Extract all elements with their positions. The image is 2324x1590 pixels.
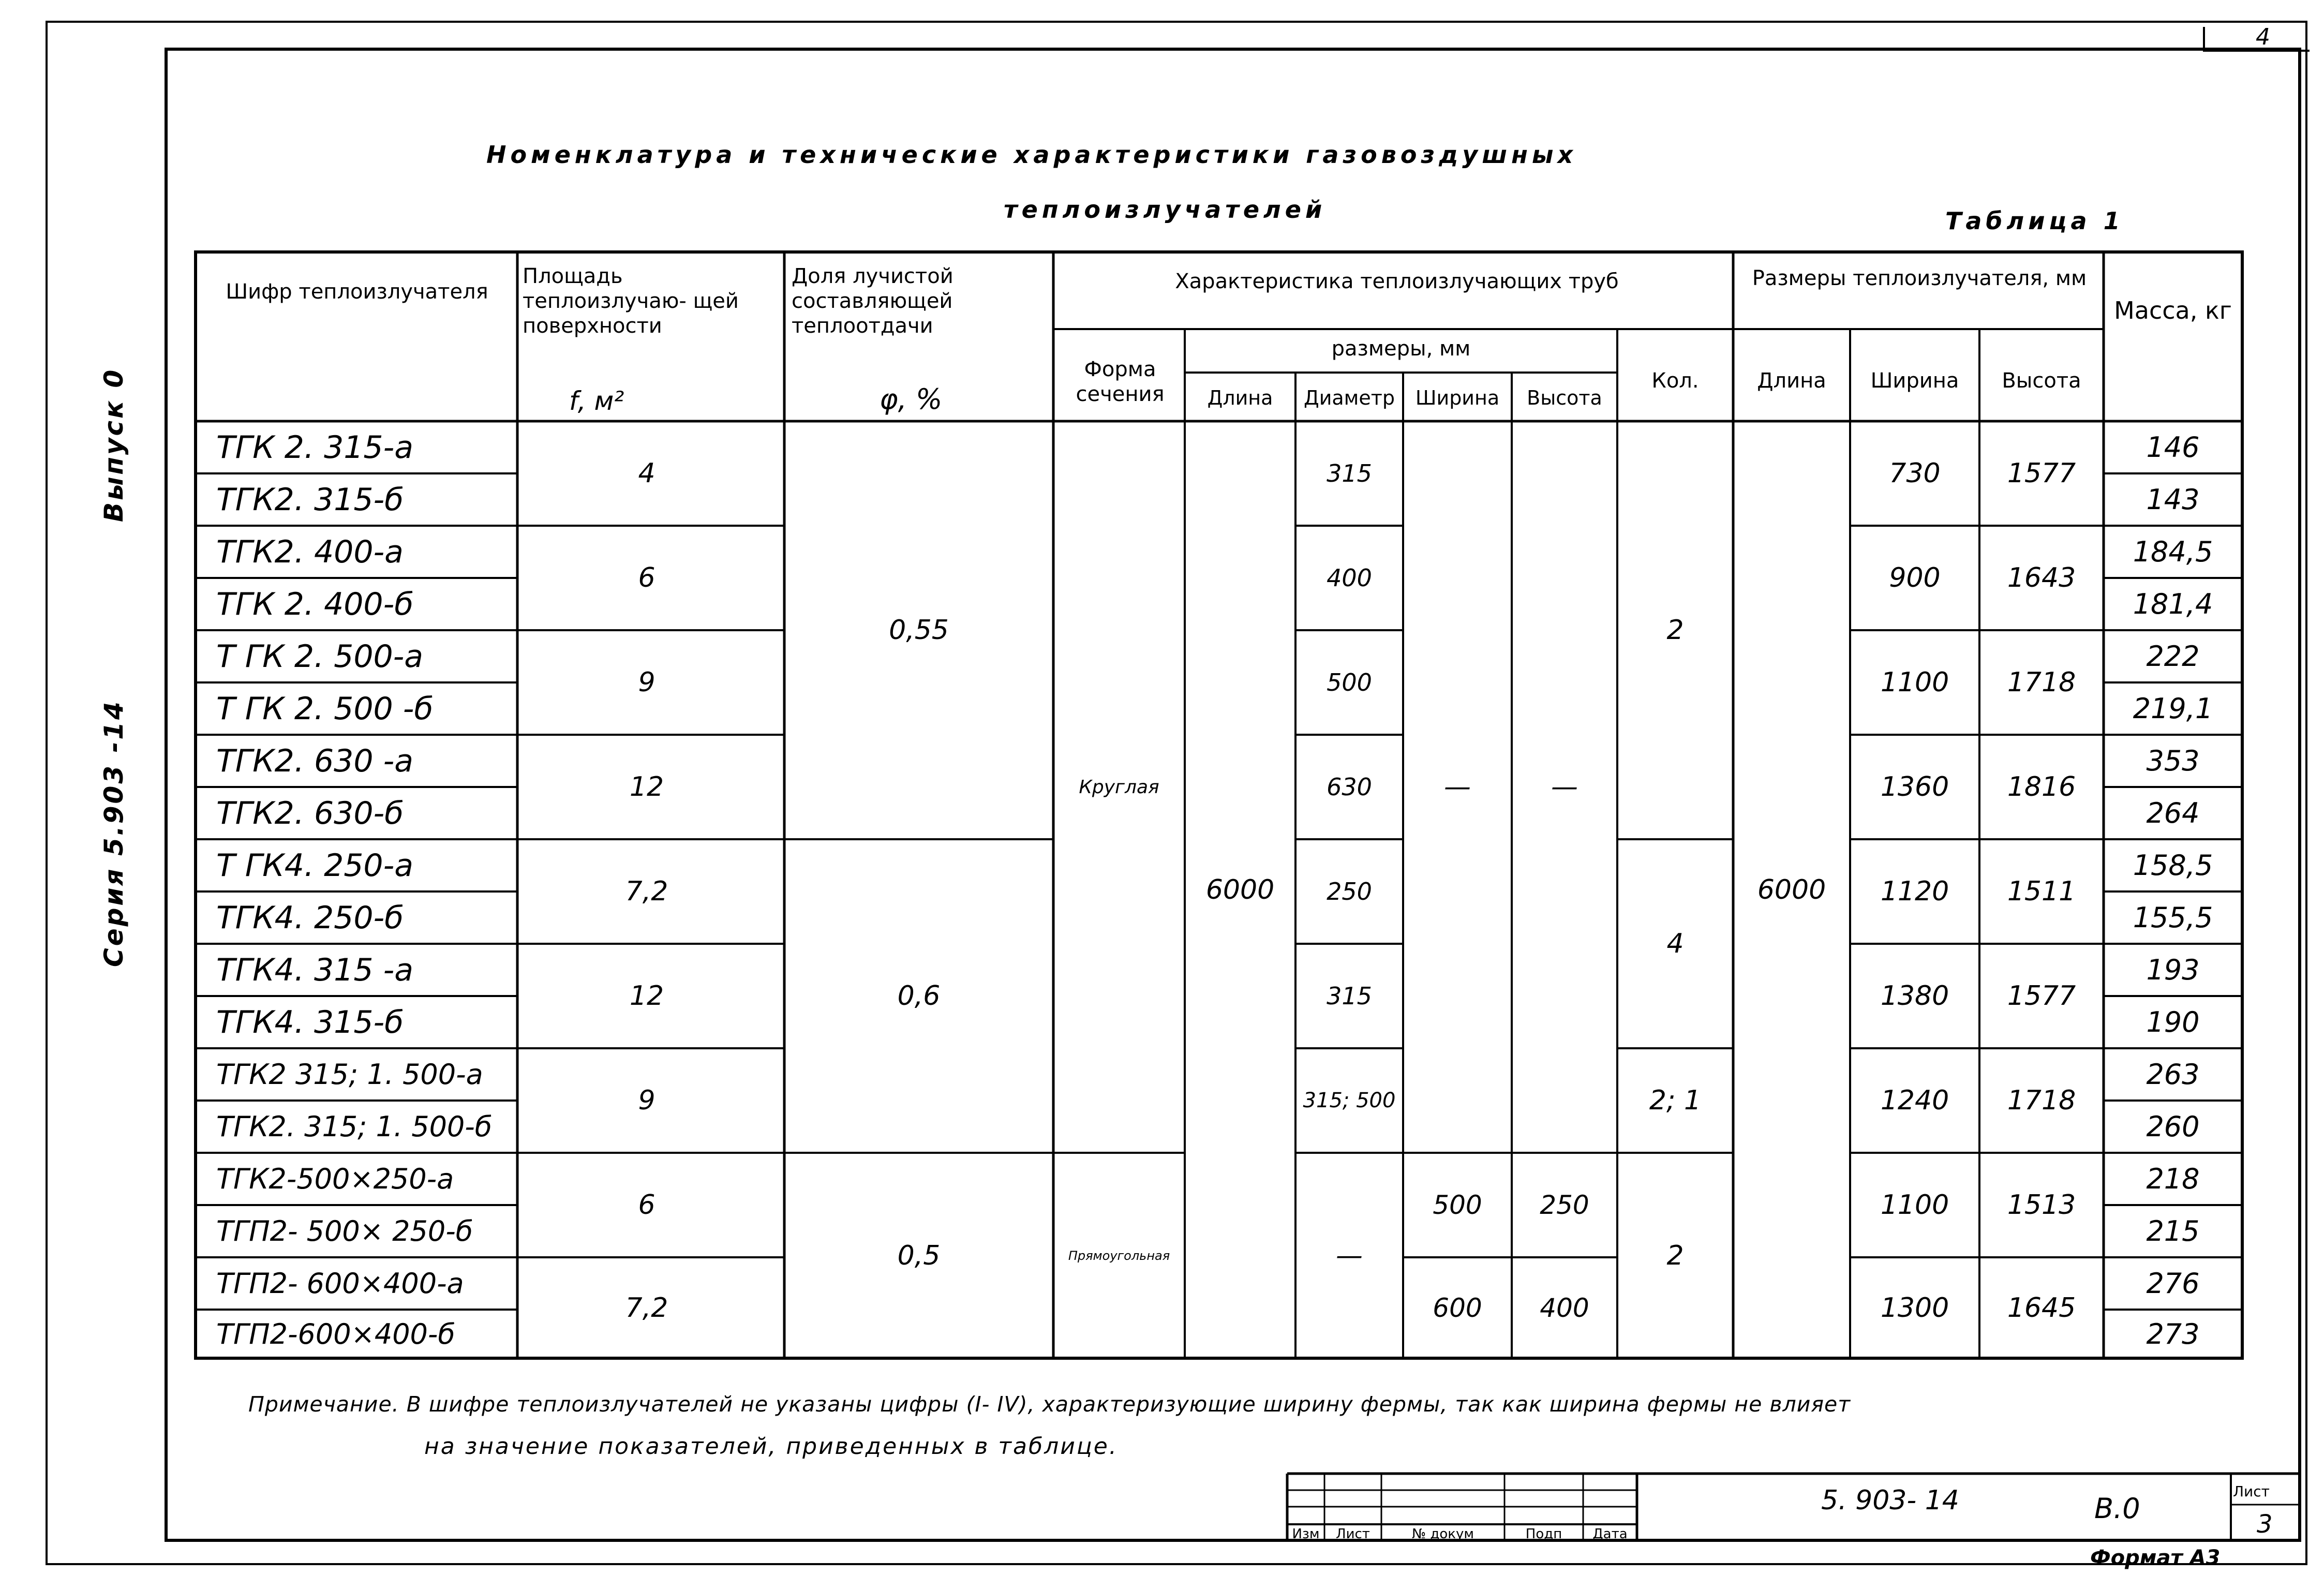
code-cell: ТГК4. 315-б (216, 1004, 404, 1041)
header-length: Длина (1207, 387, 1273, 409)
pipe-width-cell: 500 (1433, 1190, 1482, 1220)
note-line1: Примечание. В шифре теплоизлучателей не указаны цифры (I- IV), характеризующие ширину фермы, так как ширина фермы не влияет (248, 1392, 1851, 1417)
code-cell: ТГК 2. 400-б (216, 586, 414, 622)
form-cell: Прямоугольная (1068, 1248, 1170, 1263)
stamp-sheet-label: Лист (2233, 1483, 2270, 1500)
dim-width-cell: 900 (1889, 562, 1941, 593)
code-cell: Т ГК 2. 500 -б (216, 690, 434, 727)
diameter-cell: 400 (1327, 564, 1372, 592)
pipe-height-cell: 400 (1540, 1292, 1589, 1323)
corner-number: 4 (2256, 24, 2270, 50)
mass-cell: 190 (2146, 1006, 2200, 1038)
code-cell: ТГК2. 630-б (216, 795, 404, 831)
dim-width-cell: 730 (1889, 458, 1941, 489)
area-cell: 12 (629, 980, 664, 1012)
header-area-unit: f, м² (569, 386, 624, 416)
pipe-height-cell: 250 (1540, 1190, 1589, 1220)
count-cell: 4 (1666, 928, 1684, 959)
format-label: Формат А3 (2090, 1546, 2221, 1570)
diameter-cell: 315; 500 (1303, 1089, 1396, 1112)
side-issue: Выпуск 0 (99, 367, 129, 522)
mass-cell: 146 (2146, 431, 2200, 464)
area-cell: 6 (638, 562, 656, 593)
header-dim-length: Длина (1757, 369, 1826, 393)
area-cell: 9 (638, 667, 656, 698)
stamp-doc-number: 5. 903- 14 (1821, 1485, 1959, 1516)
dim-width-cell: 1300 (1880, 1292, 1949, 1324)
dim-height-cell: 1577 (2007, 458, 2076, 489)
side-series: Серия 5.903 -14 (99, 700, 129, 967)
header-area: Площадь теплоизлучаю- щей поверхности (523, 264, 739, 338)
form-cell: Круглая (1079, 776, 1159, 798)
header-share-unit: φ, % (880, 383, 943, 415)
area-cell: 7,2 (625, 876, 668, 907)
area-cell: 7,2 (625, 1292, 668, 1324)
mass-cell: 158,5 (2133, 849, 2213, 882)
stamp-label-list: Лист (1336, 1526, 1370, 1542)
mass-cell: 273 (2146, 1317, 2200, 1350)
area-cell: 9 (638, 1085, 656, 1116)
dim-height-cell: 1511 (2007, 876, 2076, 907)
header-diameter: Диаметр (1304, 387, 1395, 409)
header-dims: Размеры теплоизлучателя, мм (1752, 266, 2087, 290)
code-cell: ТГК2. 315-б (216, 481, 404, 518)
header-pipe-sizes: размеры, мм (1331, 337, 1471, 361)
pipe-length-cell: 6000 (1205, 874, 1275, 905)
code-cell: ТГК 2. 315-а (216, 429, 414, 466)
code-cell: ТГК2. 315; 1. 500-б (216, 1110, 493, 1143)
area-cell: 4 (638, 458, 656, 489)
mass-cell: 264 (2146, 797, 2200, 829)
header-height: Высота (1527, 387, 1602, 409)
code-cell: ТГК2. 400-а (216, 533, 404, 570)
diameter-cell: 250 (1327, 878, 1372, 905)
mass-cell: 143 (2146, 483, 2200, 516)
mass-cell: 276 (2146, 1267, 2200, 1300)
dim-height-cell: 1718 (2007, 667, 2076, 698)
code-cell: ТГК2. 630 -а (216, 742, 414, 779)
area-cell: 6 (638, 1190, 656, 1221)
title-line1: Номенклатура и технические характеристики газовоздушных (486, 141, 1577, 169)
mass-cell: 222 (2146, 640, 2200, 673)
share-cell: 0,5 (897, 1240, 941, 1271)
note-line2: на значение показателей, приведенных в таблице. (424, 1433, 1118, 1460)
header-mass: Масса, кг (2114, 296, 2232, 324)
mass-cell: 260 (2146, 1110, 2200, 1143)
share-cell: 0,55 (889, 615, 949, 646)
mass-cell: 184,5 (2133, 536, 2213, 568)
header-code: Шифр теплоизлучателя (226, 280, 488, 304)
dim-height-cell: 1718 (2007, 1085, 2076, 1116)
stamp-sheet-number: 3 (2257, 1510, 2273, 1539)
pipe-width-cell: — (1444, 771, 1471, 803)
mass-cell: 263 (2146, 1058, 2200, 1091)
code-cell: ТГК2 315; 1. 500-а (216, 1058, 483, 1091)
header-count: Кол. (1651, 369, 1699, 393)
table-label: Таблица 1 (1945, 207, 2124, 235)
dim-height-cell: 1816 (2007, 771, 2076, 803)
code-cell: ТГК2-500×250-а (216, 1163, 454, 1195)
code-cell: ТГК4. 250-б (216, 899, 404, 936)
stamp-label-doc: № докум (1412, 1526, 1474, 1542)
header-dim-height: Высота (2002, 369, 2081, 393)
mass-cell: 215 (2146, 1215, 2200, 1247)
diameter-cell: 500 (1327, 668, 1372, 696)
code-cell: ТГП2-600×400-б (216, 1317, 455, 1350)
count-cell: 2 (1666, 615, 1684, 646)
dim-width-cell: 1120 (1880, 876, 1949, 907)
mass-cell: 193 (2146, 954, 2200, 986)
diameter-cell: — (1336, 1240, 1363, 1271)
dim-height-cell: 1643 (2007, 562, 2076, 593)
mass-cell: 181,4 (2133, 588, 2213, 620)
header-share: Доля лучистой составляющей теплоотдачи (792, 264, 954, 338)
code-cell: ТГП2- 500× 250-б (216, 1215, 473, 1247)
dim-width-cell: 1100 (1880, 1190, 1949, 1221)
code-cell: Т ГК4. 250-а (216, 847, 414, 884)
stamp-issue: В.0 (2094, 1492, 2140, 1525)
dim-width-cell: 1360 (1880, 771, 1949, 803)
dim-width-cell: 1240 (1880, 1085, 1949, 1116)
dim-height-cell: 1513 (2007, 1190, 2076, 1221)
diameter-cell: 630 (1327, 773, 1372, 801)
code-cell: Т ГК 2. 500-а (216, 638, 424, 675)
pipe-height-cell: — (1551, 771, 1578, 803)
area-cell: 12 (629, 771, 664, 803)
diameter-cell: 315 (1327, 982, 1372, 1010)
code-cell: ТГК4. 315 -а (216, 952, 414, 988)
mass-cell: 155,5 (2133, 901, 2213, 934)
stamp-label-date: Дата (1592, 1526, 1628, 1542)
header-form: Форма сечения (1076, 358, 1165, 406)
dim-width-cell: 1380 (1880, 980, 1949, 1012)
mass-cell: 353 (2146, 745, 2200, 777)
share-cell: 0,6 (897, 980, 941, 1012)
mass-cell: 218 (2146, 1163, 2200, 1195)
dim-height-cell: 1577 (2007, 980, 2076, 1012)
dim-height-cell: 1645 (2007, 1292, 2076, 1324)
header-dim-width: Ширина (1870, 369, 1959, 393)
code-cell: ТГП2- 600×400-а (216, 1267, 464, 1300)
dim-width-cell: 1100 (1880, 667, 1949, 698)
mass-cell: 219,1 (2133, 692, 2213, 725)
diameter-cell: 315 (1327, 459, 1372, 487)
stamp-label-sign: Подп (1525, 1526, 1562, 1542)
header-width: Ширина (1415, 387, 1500, 409)
count-cell: 2 (1666, 1240, 1684, 1271)
dim-length-cell: 6000 (1757, 874, 1826, 905)
count-cell: 2; 1 (1649, 1085, 1702, 1116)
pipe-width-cell: 600 (1433, 1292, 1482, 1323)
header-pipes: Характеристика теплоизлучающих труб (1175, 270, 1619, 293)
stamp-label-izm: Изм (1292, 1526, 1320, 1542)
title-line2: теплоизлучателей (1004, 196, 1327, 224)
